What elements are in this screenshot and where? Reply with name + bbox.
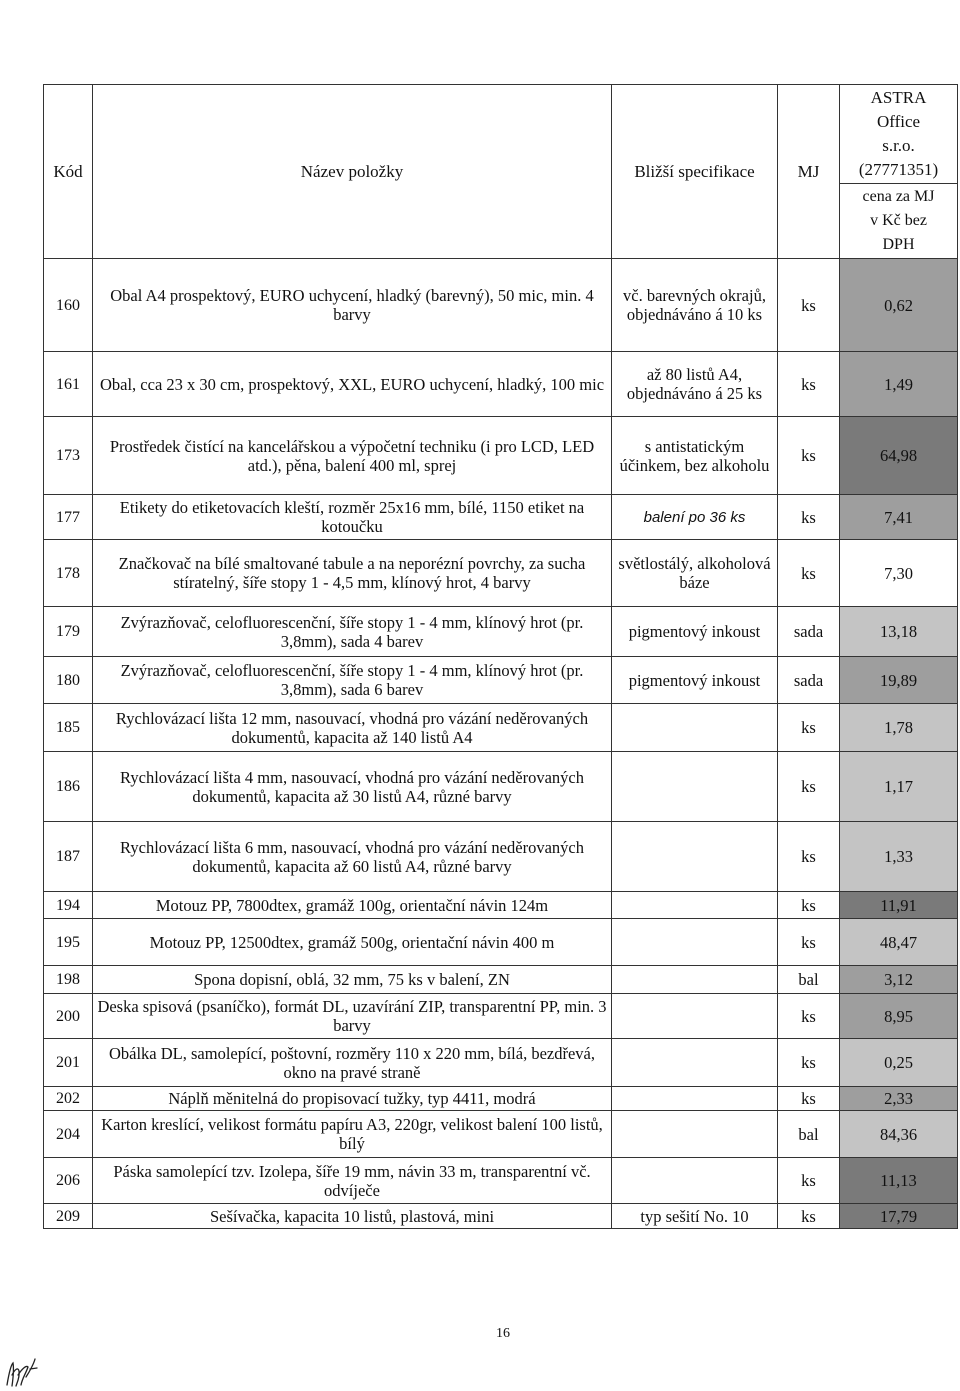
row-code: 187 (44, 822, 93, 892)
table-row (44, 657, 958, 704)
row-code: 200 (44, 994, 93, 1039)
row-spec (612, 966, 778, 994)
row-unit: ks (778, 1204, 840, 1229)
row-unit: ks (778, 540, 840, 607)
row-code: 209 (44, 1204, 93, 1229)
row-spec (612, 892, 778, 919)
row-name: Prostředek čistící na kancelářskou a výpočetní techniku (i pro LCD, LED atd.), pěna, balení 400 ml, sprej (93, 417, 612, 495)
row-name: Motouz PP, 12500dtex, gramáž 500g, orientační návin 400 m (93, 919, 612, 966)
row-spec (612, 1087, 778, 1111)
price-line: DPH (882, 236, 915, 253)
row-unit: ks (778, 495, 840, 540)
row-name: Zvýrazňovač, celofluorescenční, šíře stopy 1 - 4 mm, klínový hrot (pr. 3,8mm), sada 6 barev (93, 657, 612, 704)
table-row (44, 352, 958, 417)
row-name: Etikety do etiketovacích kleští, rozměr 25x16 mm, bílé, 1150 etiket na kotoučku (93, 495, 612, 540)
table-row (44, 1039, 958, 1087)
row-price: 11,13 (840, 1158, 958, 1204)
table-row (44, 704, 958, 752)
supplier-line: (27771351) (858, 160, 939, 179)
row-unit: ks (778, 752, 840, 822)
row-price: 8,95 (840, 994, 958, 1039)
row-name: Zvýrazňovač, celofluorescenční, šíře stopy 1 - 4 mm, klínový hrot (pr. 3,8mm), sada 4 barev (93, 607, 612, 657)
row-unit: ks (778, 919, 840, 966)
row-name: Deska spisová (psaníčko), formát DL, uzavírání ZIP, transparentní PP, min. 3 barvy (93, 994, 612, 1039)
row-price: 0,25 (840, 1039, 958, 1087)
header-price (840, 85, 958, 259)
header-code: Kód (44, 85, 93, 259)
supplier-line: ASTRA (870, 88, 927, 107)
table-row (44, 919, 958, 966)
price-table (43, 84, 958, 1229)
row-spec (612, 1039, 778, 1087)
header-supplier (840, 85, 957, 183)
row-name: Značkovač na bílé smaltované tabule a na neporézní povrchy, za sucha stíratelný, šíře stopy 1 - 4,5 mm, klínový hrot, 4 barvy (93, 540, 612, 607)
row-price: 13,18 (840, 607, 958, 657)
table-row (44, 752, 958, 822)
row-unit: ks (778, 822, 840, 892)
header-row (44, 85, 958, 259)
table-row (44, 1158, 958, 1204)
table-row (44, 1204, 958, 1229)
row-code: 194 (44, 892, 93, 919)
row-code: 206 (44, 1158, 93, 1204)
row-unit: sada (778, 607, 840, 657)
row-code: 185 (44, 704, 93, 752)
row-spec: typ sešití No. 10 (612, 1204, 778, 1229)
row-price: 11,91 (840, 892, 958, 919)
row-price: 1,33 (840, 822, 958, 892)
row-spec: s antistatickým účinkem, bez alkoholu (612, 417, 778, 495)
table-row (44, 892, 958, 919)
row-code: 198 (44, 966, 93, 994)
page-number: 16 (496, 1326, 510, 1341)
table-row (44, 540, 958, 607)
row-price: 3,12 (840, 966, 958, 994)
row-price: 19,89 (840, 657, 958, 704)
row-price: 48,47 (840, 919, 958, 966)
table-row (44, 822, 958, 892)
row-name: Náplň měnitelná do propisovací tužky, typ 4411, modrá (93, 1087, 612, 1111)
header-unit: MJ (778, 85, 840, 259)
supplier-line: Office (876, 112, 921, 131)
row-code: 160 (44, 259, 93, 352)
row-spec (612, 994, 778, 1039)
row-unit: ks (778, 1158, 840, 1204)
row-code: 202 (44, 1087, 93, 1111)
row-unit: ks (778, 994, 840, 1039)
row-spec: světlostálý, alkoholová báze (612, 540, 778, 607)
table-row (44, 495, 958, 540)
row-name: Karton kreslící, velikost formátu papíru A3, 220gr, velikost balení 100 listů, bílý (93, 1111, 612, 1158)
row-code: 204 (44, 1111, 93, 1158)
row-spec (612, 704, 778, 752)
row-code: 173 (44, 417, 93, 495)
row-name: Obálka DL, samolepící, poštovní, rozměry 110 x 220 mm, bílá, bezdřevá, okno na pravé straně (93, 1039, 612, 1087)
header-name: Název položky (93, 85, 612, 259)
row-unit: bal (778, 1111, 840, 1158)
row-code: 201 (44, 1039, 93, 1087)
row-unit: ks (778, 352, 840, 417)
table-row (44, 1111, 958, 1158)
supplier-line: s.r.o. (882, 136, 915, 155)
row-spec: pigmentový inkoust (612, 657, 778, 704)
row-price: 0,62 (840, 259, 958, 352)
row-spec: vč. barevných okrajů, objednáváno á 10 ks (612, 259, 778, 352)
row-name: Obal A4 prospektový, EURO uchycení, hladký (barevný), 50 mic, min. 4 barvy (93, 259, 612, 352)
row-price: 2,33 (840, 1087, 958, 1111)
row-name: Páska samolepící tzv. Izolepa, šíře 19 mm, návin 33 m, transparentní vč. odvíječe (93, 1158, 612, 1204)
row-unit: ks (778, 704, 840, 752)
row-code: 177 (44, 495, 93, 540)
price-line: v Kč bez (870, 212, 927, 229)
row-name: Rychlovázací lišta 6 mm, nasouvací, vhodná pro vázání neděrovaných dokumentů, kapacita až 60 listů A4, různé barvy (93, 822, 612, 892)
row-code: 161 (44, 352, 93, 417)
table-row (44, 994, 958, 1039)
row-unit: ks (778, 892, 840, 919)
row-name: Sešívačka, kapacita 10 listů, plastová, mini (93, 1204, 612, 1229)
table-row (44, 259, 958, 352)
row-code: 179 (44, 607, 93, 657)
table-row (44, 607, 958, 657)
row-price: 17,79 (840, 1204, 958, 1229)
row-code: 178 (44, 540, 93, 607)
table-row (44, 417, 958, 495)
header-spec: Bližší specifikace (612, 85, 778, 259)
row-code: 186 (44, 752, 93, 822)
table-row (44, 966, 958, 994)
row-spec (612, 1158, 778, 1204)
row-price: 1,17 (840, 752, 958, 822)
row-spec: balení po 36 ks (612, 495, 778, 540)
header-price-unit (840, 183, 957, 258)
row-unit: sada (778, 657, 840, 704)
row-name: Spona dopisní, oblá, 32 mm, 75 ks v balení, ZN (93, 966, 612, 994)
row-price: 7,30 (840, 540, 958, 607)
row-price: 7,41 (840, 495, 958, 540)
row-unit: ks (778, 259, 840, 352)
price-line: cena za MJ (862, 188, 935, 205)
row-spec: pigmentový inkoust (612, 607, 778, 657)
row-spec: až 80 listů A4, objednáváno á 25 ks (612, 352, 778, 417)
row-price: 84,36 (840, 1111, 958, 1158)
row-code: 195 (44, 919, 93, 966)
row-spec (612, 822, 778, 892)
row-price: 1,78 (840, 704, 958, 752)
row-name: Obal, cca 23 x 30 cm, prospektový, XXL, EURO uchycení, hladký, 100 mic (93, 352, 612, 417)
row-name: Rychlovázací lišta 12 mm, nasouvací, vhodná pro vázání neděrovaných dokumentů, kapacita až 140 listů A4 (93, 704, 612, 752)
row-name: Rychlovázací lišta 4 mm, nasouvací, vhodná pro vázání neděrovaných dokumentů, kapacita až 30 listů A4, různé barvy (93, 752, 612, 822)
row-spec (612, 752, 778, 822)
row-unit: ks (778, 417, 840, 495)
row-name: Motouz PP, 7800dtex, gramáž 100g, orientační návin 124m (93, 892, 612, 919)
handwritten-initials-signature (4, 1355, 38, 1389)
row-unit: ks (778, 1087, 840, 1111)
table-row (44, 1087, 958, 1111)
row-price: 64,98 (840, 417, 958, 495)
row-unit: bal (778, 966, 840, 994)
row-spec (612, 1111, 778, 1158)
row-spec (612, 919, 778, 966)
row-code: 180 (44, 657, 93, 704)
row-price: 1,49 (840, 352, 958, 417)
row-unit: ks (778, 1039, 840, 1087)
